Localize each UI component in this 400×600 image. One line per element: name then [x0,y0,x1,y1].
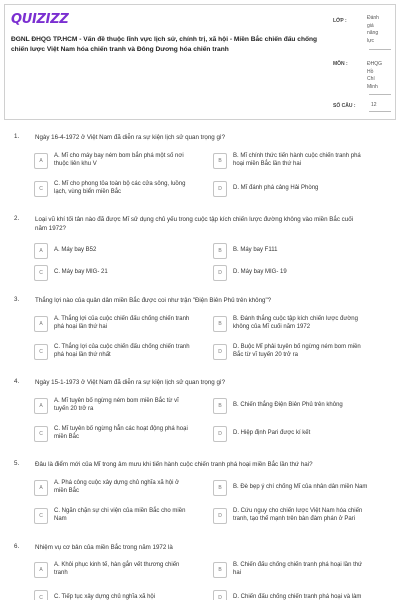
option-a[interactable] [34,562,179,578]
option-c[interactable] [34,181,185,197]
option-text: D. Chiến đấu chống chiến tranh phá hoại và làm [233,594,362,600]
option-a[interactable] [34,316,189,332]
option-a[interactable] [34,153,184,169]
subject-underline [369,94,391,95]
option-b[interactable] [213,243,277,259]
worksheet-title: ĐGNL ĐHQG TP.HCM - Vấn đề thuộc lĩnh vực lịch sử, chính trị, xã hội - Miền Bắc chiến đấu chống chiến lược Việt Nam hóa chiến tranh và Đông Dương hóa chiến tranh [11,36,318,53]
option-b[interactable] [213,562,362,578]
option-text: D. Mĩ đánh phá cảng Hải Phòng [233,185,319,192]
option-letter-box: A [34,480,48,496]
option-text: C. Máy bay MIG- 21 [54,269,108,276]
option-text: C. Ngăn chặn sự chi viện của miền Bắc cho miền Nam [54,508,186,522]
option-text: A. Mĩ cho máy bay ném bom bắn phá một số nơi thuộc liên khu V [54,153,184,167]
question-text: Thắng lợi nào của quân dân miền Bắc được coi như trận "Điện Biên Phủ trên không"? [35,297,272,304]
option-letter-box: A [34,153,48,169]
option-d[interactable] [213,508,362,524]
option-letter-box: B [213,316,227,332]
option-c[interactable] [34,426,188,442]
option-text: B. Mĩ chính thức tiến hành cuộc chiến tranh phá hoại miền Bắc lần thứ hai [233,153,361,167]
question-count-value: 12 [371,102,377,108]
option-letter-box: D [213,265,227,281]
option-letter-box: B [213,243,227,259]
question-text: Đâu là điểm mới của Mĩ trong âm mưu khi tiến hành cuộc chiến tranh phá hoại miền Bắc lần thứ hai? [35,461,313,468]
option-c[interactable] [34,265,108,281]
option-text: D. Buộc Mĩ phải tuyên bố ngừng ném bom miền Bắc từ vĩ tuyến 20 trở ra [233,344,361,358]
option-letter-box: C [34,508,48,524]
option-letter-box: A [34,398,48,414]
class-label: LỚP : [333,18,347,24]
question-number: 4. [14,378,20,385]
option-a[interactable] [34,243,96,259]
option-d[interactable] [213,344,361,360]
option-d[interactable] [213,265,287,281]
option-b[interactable] [213,153,361,169]
count-underline [369,111,391,112]
option-letter-box: C [34,181,48,197]
option-letter-box: D [213,590,227,600]
worksheet-header [4,4,396,120]
option-letter-box: D [213,508,227,524]
option-letter-box: D [213,426,227,442]
option-letter-box: C [34,590,48,600]
question-text: Nhiệm vụ cơ bản của miền Bắc trong năm 1972 là [35,544,173,551]
option-c[interactable] [34,590,155,600]
option-text: D. Máy bay MIG- 19 [233,269,287,276]
option-text: A. Máy bay B52 [54,247,97,254]
option-text: B. Đè bẹp ý chí chống Mĩ của nhân dân miền Nam [233,484,368,491]
option-b[interactable] [213,316,358,332]
option-text: A. Mĩ tuyên bố ngừng ném bom miền Bắc từ vĩ tuyến 20 trở ra [54,398,179,412]
option-c[interactable] [34,344,190,360]
option-d[interactable] [213,181,318,197]
option-a[interactable] [34,480,179,496]
option-text: D. Hiệp định Pari được kí kết [233,430,311,437]
question-number: 5. [14,460,20,467]
question-number: 1. [14,133,20,140]
question-text: Ngày 16-4-1972 ở Việt Nam đã diễn ra sự kiện lịch sử quan trọng gì? [35,134,226,141]
option-text: C. Tiếp tục xây dựng chủ nghĩa xã hội [54,594,156,600]
question-number: 3. [14,296,20,303]
option-letter-box: B [213,398,227,414]
question-text: Loại vũ khí tối tân nào đã được Mĩ sử dụng chủ yếu trong cuộc tập kích chiến lược đường không vào miền Bắc cuối năm 1972? [35,216,354,232]
class-underline [369,49,391,50]
option-d[interactable] [213,590,361,600]
question-number: 6. [14,543,20,550]
option-letter-box: C [34,426,48,442]
option-text: A. Thắng lợi của cuộc chiến đấu chống chiến tranh phá hoại lần thứ hai [54,316,190,330]
option-text: B. Đánh thắng cuộc tập kích chiến lược đường không của Mĩ cuối năm 1972 [233,316,358,330]
class-value: Đánh giá năng lực [367,15,379,44]
option-letter-box: A [34,243,48,259]
option-letter-box: A [34,316,48,332]
option-letter-box: B [213,562,227,578]
option-text: C. Mĩ cho phong tỏa toàn bộ các cửa sông, luồng lạch, vùng biển miền Bắc [54,181,186,195]
option-d[interactable] [213,426,310,442]
option-text: A. Khôi phục kinh tế, hàn gắn vết thương chiến tranh [54,562,180,576]
question-number: 2. [14,215,20,222]
option-letter-box: C [34,265,48,281]
option-letter-box: B [213,480,227,496]
question-count-label: SỐ CÂU : [333,103,356,109]
option-b[interactable] [213,398,343,414]
option-text: A. Phá công cuộc xây dựng chủ nghĩa xã hội ở miền Bắc [54,480,180,494]
option-text: B. Chiến đấu chống chiến tranh phá hoại lần thứ hai [233,562,363,576]
subject-value: ĐHQG Hồ Chí Minh [367,61,382,90]
option-a[interactable] [34,398,179,414]
option-letter-box: A [34,562,48,578]
option-c[interactable] [34,508,185,524]
option-letter-box: D [213,181,227,197]
option-text: C. Thắng lợi của cuộc chiến đấu chống chiến tranh phá hoại lần thứ nhất [54,344,190,358]
option-b[interactable] [213,480,367,496]
option-text: B. Chiến thắng Điện Biên Phủ trên không [233,402,343,409]
option-letter-box: B [213,153,227,169]
subject-label: MÔN : [333,61,348,67]
option-letter-box: D [213,344,227,360]
question-text: Ngày 15-1-1973 ở Việt Nam đã diễn ra sự kiện lịch sử quan trọng gì? [35,379,226,386]
option-letter-box: C [34,344,48,360]
quizizz-logo: QUIZIZZ [11,12,69,27]
option-text: C. Mĩ tuyên bố ngừng hẳn các hoạt động phá hoại miền Bắc [54,426,188,440]
option-text: D. Cứu nguy cho chiến lược Việt Nam hóa chiến tranh, tạo thế mạnh trên bàn đàm phán ở Pari [233,508,363,522]
option-text: B. Máy bay F111 [233,247,278,254]
